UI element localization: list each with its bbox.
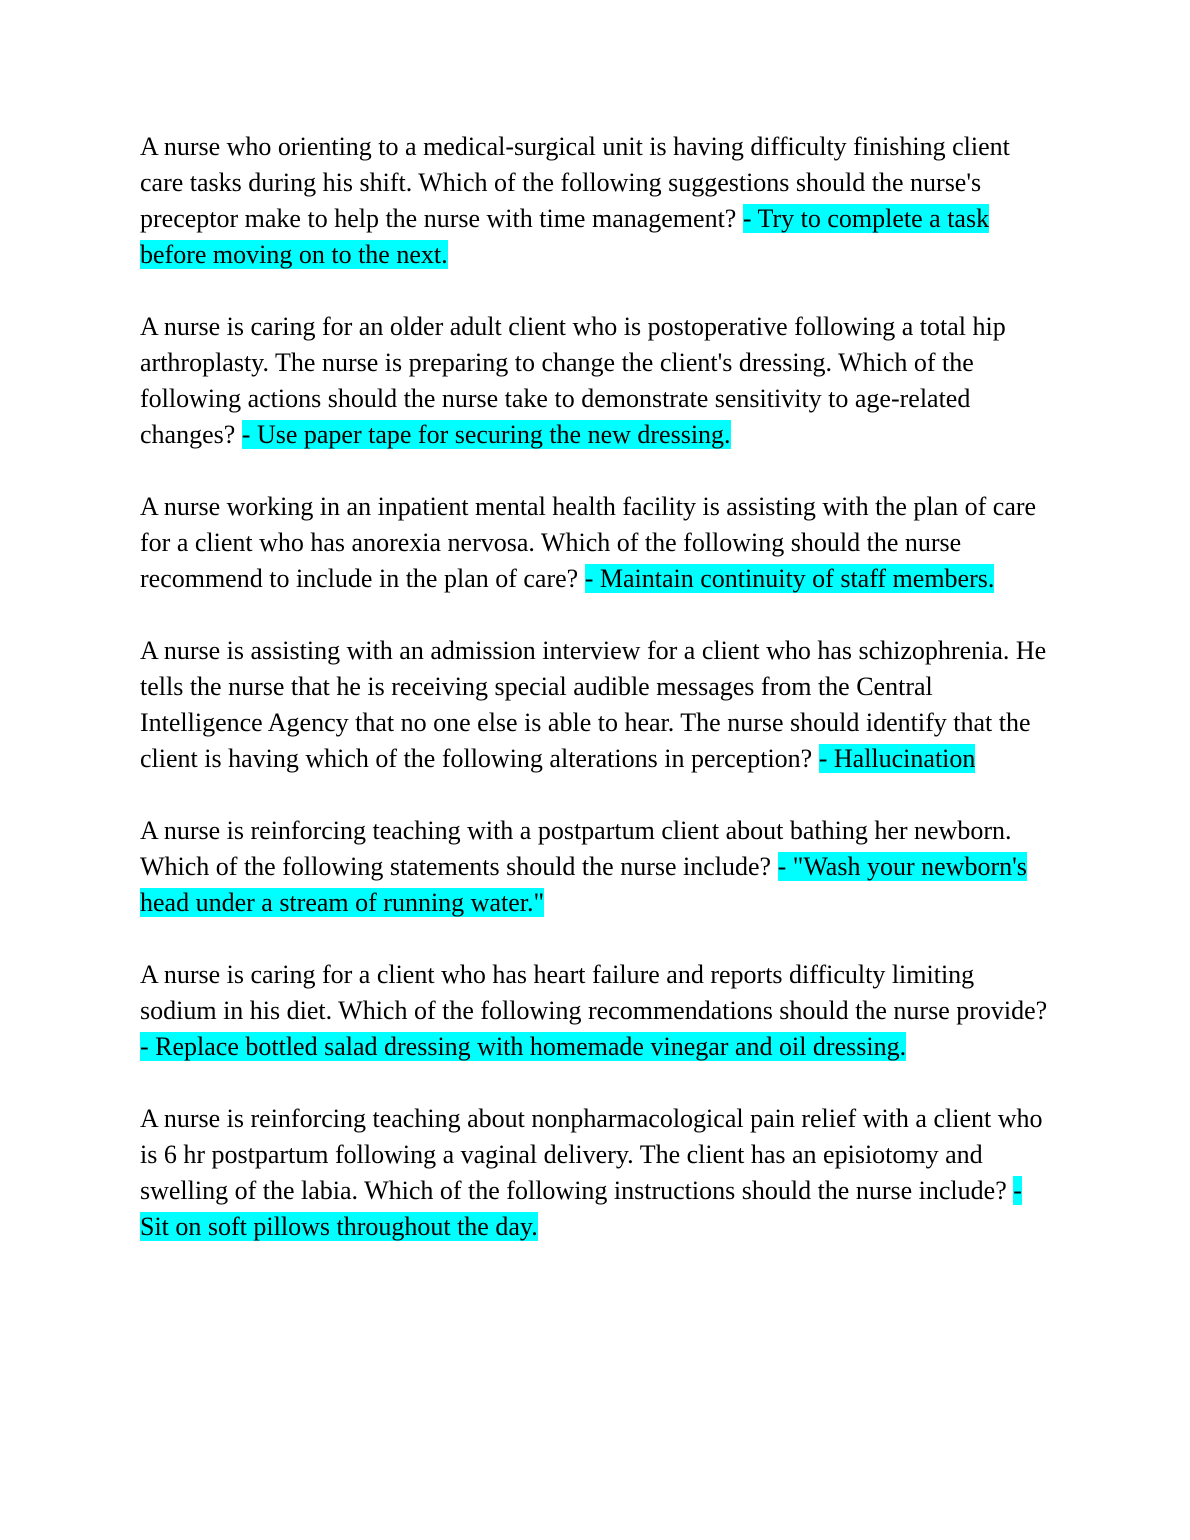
question-text: A nurse working in an inpatient mental health facility is assisting with the plan of care for a client who has anorexia nervosa. Which of the following should the nurse recommend to include in the plan of care?	[140, 492, 1037, 593]
highlighted-answer: - Hallucination	[818, 744, 976, 773]
question-text: A nurse is assisting with an admission interview for a client who has schizophrenia. He tells the nurse that he is receiving special audible messages from the Central Intelligence Agency that no one else is able to hear. The nurse should identify that the client is having which of the following alterations in perception?	[140, 636, 1047, 773]
qa-item-5	[140, 813, 1055, 921]
question-text: A nurse is caring for a client who has heart failure and reports difficulty limiting sodium in his diet. Which of the following recommendations should the nurse provide?	[140, 960, 1048, 1025]
highlighted-answer: - Use paper tape for securing the new dressing.	[241, 420, 731, 449]
question-text: A nurse who orienting to a medical-surgical unit is having difficulty finishing client care tasks during his shift. Which of the following suggestions should the nurse's preceptor make to help the nurse with time management?	[140, 132, 1010, 233]
question-text: A nurse is reinforcing teaching about nonpharmacological pain relief with a client who is 6 hr postpartum following a vaginal delivery. The client has an episiotomy and swelling of the labia. Which of the following instructions should the nurse include?	[140, 1104, 1043, 1205]
highlighted-answer: - Sit on soft pillows throughout the day.	[140, 1176, 1022, 1241]
highlighted-answer: - Maintain continuity of staff members.	[584, 564, 995, 593]
highlighted-answer: - Replace bottled salad dressing with homemade vinegar and oil dressing.	[140, 1032, 907, 1061]
qa-item-3	[140, 489, 1055, 597]
question-text: A nurse is reinforcing teaching with a postpartum client about bathing her newborn. Which of the following statements should the nurse include?	[140, 816, 1012, 881]
qa-item-6	[140, 957, 1055, 1065]
qa-item-1	[140, 129, 1055, 273]
qa-item-4	[140, 633, 1055, 777]
document-page	[140, 129, 1055, 1281]
qa-item-2	[140, 309, 1055, 453]
question-text: A nurse is caring for an older adult client who is postoperative following a total hip arthroplasty. The nurse is preparing to change the client's dressing. Which of the following actions should the nurse take to demonstrate sensitivity to age-related changes?	[140, 312, 1006, 449]
qa-item-7	[140, 1101, 1055, 1245]
highlighted-answer: - "Wash your newborn's head under a stream of running water."	[140, 852, 1027, 917]
highlighted-answer: - Try to complete a task before moving on to the next.	[140, 204, 990, 269]
